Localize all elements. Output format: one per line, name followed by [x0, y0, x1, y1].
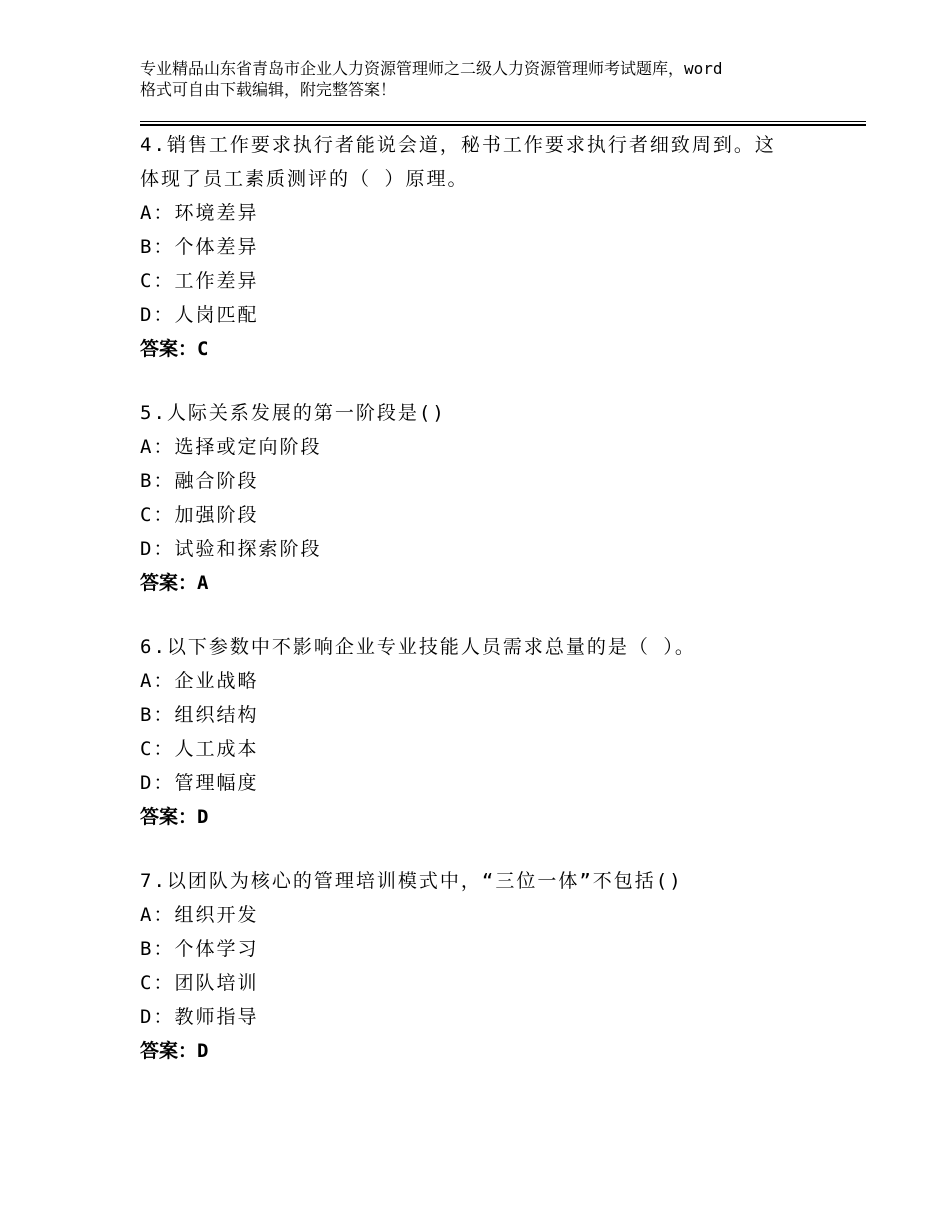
question-text: 7.以团队为核心的管理培训模式中，“三位一体”不包括() — [140, 870, 683, 892]
option-b: B：个体学习 — [140, 938, 259, 960]
option-a: A：组织开发 — [140, 904, 259, 926]
option-c: C：人工成本 — [140, 738, 259, 760]
option-d: D：教师指导 — [140, 1006, 259, 1028]
question-6 — [140, 630, 840, 834]
option-d: D：试验和探索阶段 — [140, 538, 322, 560]
question-list — [140, 128, 840, 1098]
header-line-1: 专业精品山东省青岛市企业人力资源管理师之二级人力资源管理师考试题库，word — [140, 59, 723, 78]
option-c: C：加强阶段 — [140, 504, 259, 526]
answer: 答案：C — [140, 338, 209, 360]
document-header — [140, 58, 830, 100]
question-text — [140, 128, 800, 196]
option-a: A：企业战略 — [140, 670, 259, 692]
answer: 答案：D — [140, 1040, 209, 1062]
question-7 — [140, 864, 840, 1068]
option-d: D：管理幅度 — [140, 772, 259, 794]
option-b: B：融合阶段 — [140, 470, 259, 492]
header-line-2: 格式可自由下载编辑，附完整答案！ — [140, 80, 397, 99]
question-text-line-2: 体现了员工素质测评的（ ）原理。 — [140, 168, 469, 190]
option-b: B：个体差异 — [140, 236, 259, 258]
answer: 答案：D — [140, 806, 209, 828]
header-rule-thick — [140, 124, 866, 126]
option-a: A：选择或定向阶段 — [140, 436, 322, 458]
option-c: C：工作差异 — [140, 270, 259, 292]
option-c: C：团队培训 — [140, 972, 259, 994]
option-b: B：组织结构 — [140, 704, 259, 726]
option-a: A：环境差异 — [140, 202, 259, 224]
question-5 — [140, 396, 840, 600]
option-d: D：人岗匹配 — [140, 304, 259, 326]
answer: 答案：A — [140, 572, 209, 594]
question-text: 5.人际关系发展的第一阶段是() — [140, 402, 446, 424]
question-4 — [140, 128, 840, 366]
header-rule-thin — [140, 121, 866, 122]
question-text: 6.以下参数中不影响企业专业技能人员需求总量的是（ ）。 — [140, 636, 696, 658]
question-text-line-1: 4.销售工作要求执行者能说会道，秘书工作要求执行者细致周到。这 — [140, 134, 776, 156]
